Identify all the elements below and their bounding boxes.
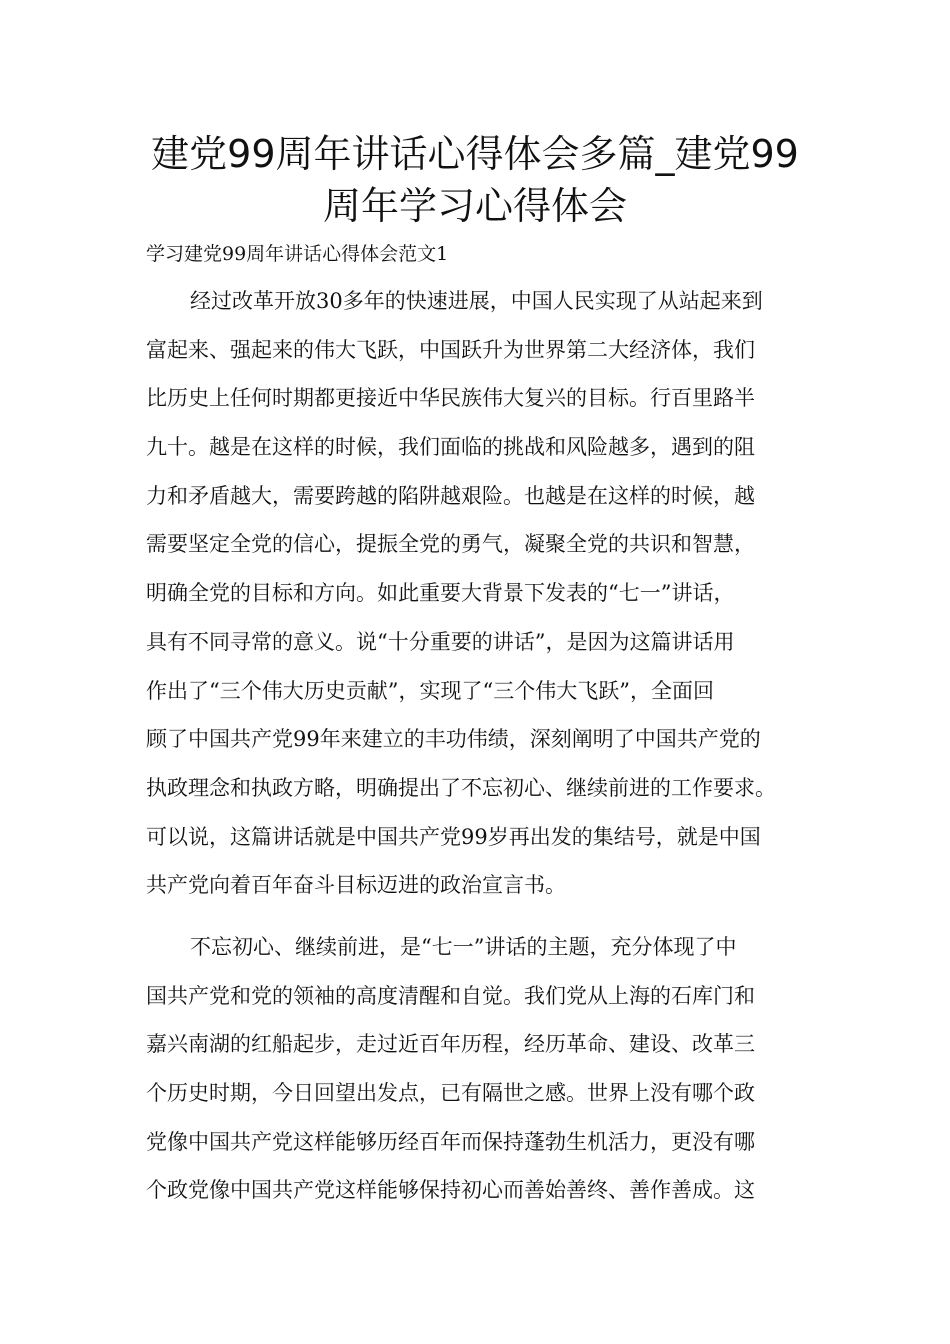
text-line: 需要坚定全党的信心，提振全党的勇气，凝聚全党的共识和智慧， xyxy=(146,532,755,557)
text-line: 明确全党的目标和方向。如此重要大背景下发表的“七一”讲话， xyxy=(146,581,735,606)
text-line: 执政理念和执政方略，明确提出了不忘初心、继续前进的工作要求。 xyxy=(146,775,776,800)
paragraph-2 xyxy=(146,932,836,1224)
title-line: 周年学习心得体会 xyxy=(322,184,627,228)
text-line: 可以说，这篇讲话就是中国共产党99岁再出发的集结号，就是中国 xyxy=(146,824,761,849)
text-line: 九十。越是在这样的时候，我们面临的挑战和风险越多，遇到的阻 xyxy=(146,435,755,460)
text-line: 个历史时期，今日回望出发点，已有隔世之感。世界上没有哪个政 xyxy=(146,1081,755,1106)
section-subtitle: 学习建党99周年讲话心得体会范文1 xyxy=(146,243,449,265)
text-line: 顾了中国共产党99年来建立的丰功伟绩，深刻阐明了中国共产党的 xyxy=(146,727,761,752)
text-line: 经过改革开放30多年的快速进展，中国人民实现了从站起来到 xyxy=(190,289,763,313)
text-line: 力和矛盾越大，需要跨越的陷阱越艰险。也越是在这样的时候，越 xyxy=(146,483,755,508)
paragraph-1 xyxy=(146,286,836,919)
text-line: 富起来、强起来的伟大飞跃，中国跃升为世界第二大经济体，我们 xyxy=(146,337,755,362)
text-line: 具有不同寻常的意义。说“十分重要的讲话”，是因为这篇讲话用 xyxy=(146,629,735,654)
text-line: 党像中国共产党这样能够历经百年而保持蓬勃生机活力，更没有哪 xyxy=(146,1129,755,1154)
title-line: 建党99周年讲话心得体会多篇_建党99 xyxy=(151,132,799,176)
text-line: 比历史上任何时期都更接近中华民族伟大复兴的目标。行百里路半 xyxy=(146,386,755,411)
text-line: 不忘初心、继续前进，是“七一”讲话的主题，充分体现了中 xyxy=(190,935,737,959)
document-title xyxy=(120,128,830,232)
text-line: 共产党向着百年奋斗目标迈进的政治宣言书。 xyxy=(146,873,566,898)
text-line: 嘉兴南湖的红船起步，走过近百年历程，经历革命、建设、改革三 xyxy=(146,1032,755,1057)
text-line: 个政党像中国共产党这样能够保持初心而善始善终、善作善成。这 xyxy=(146,1178,755,1203)
text-line: 作出了“三个伟大历史贡献”，实现了“三个伟大飞跃”，全面回 xyxy=(146,678,714,703)
text-line: 国共产党和党的领袖的高度清醒和自觉。我们党从上海的石库门和 xyxy=(146,983,755,1008)
